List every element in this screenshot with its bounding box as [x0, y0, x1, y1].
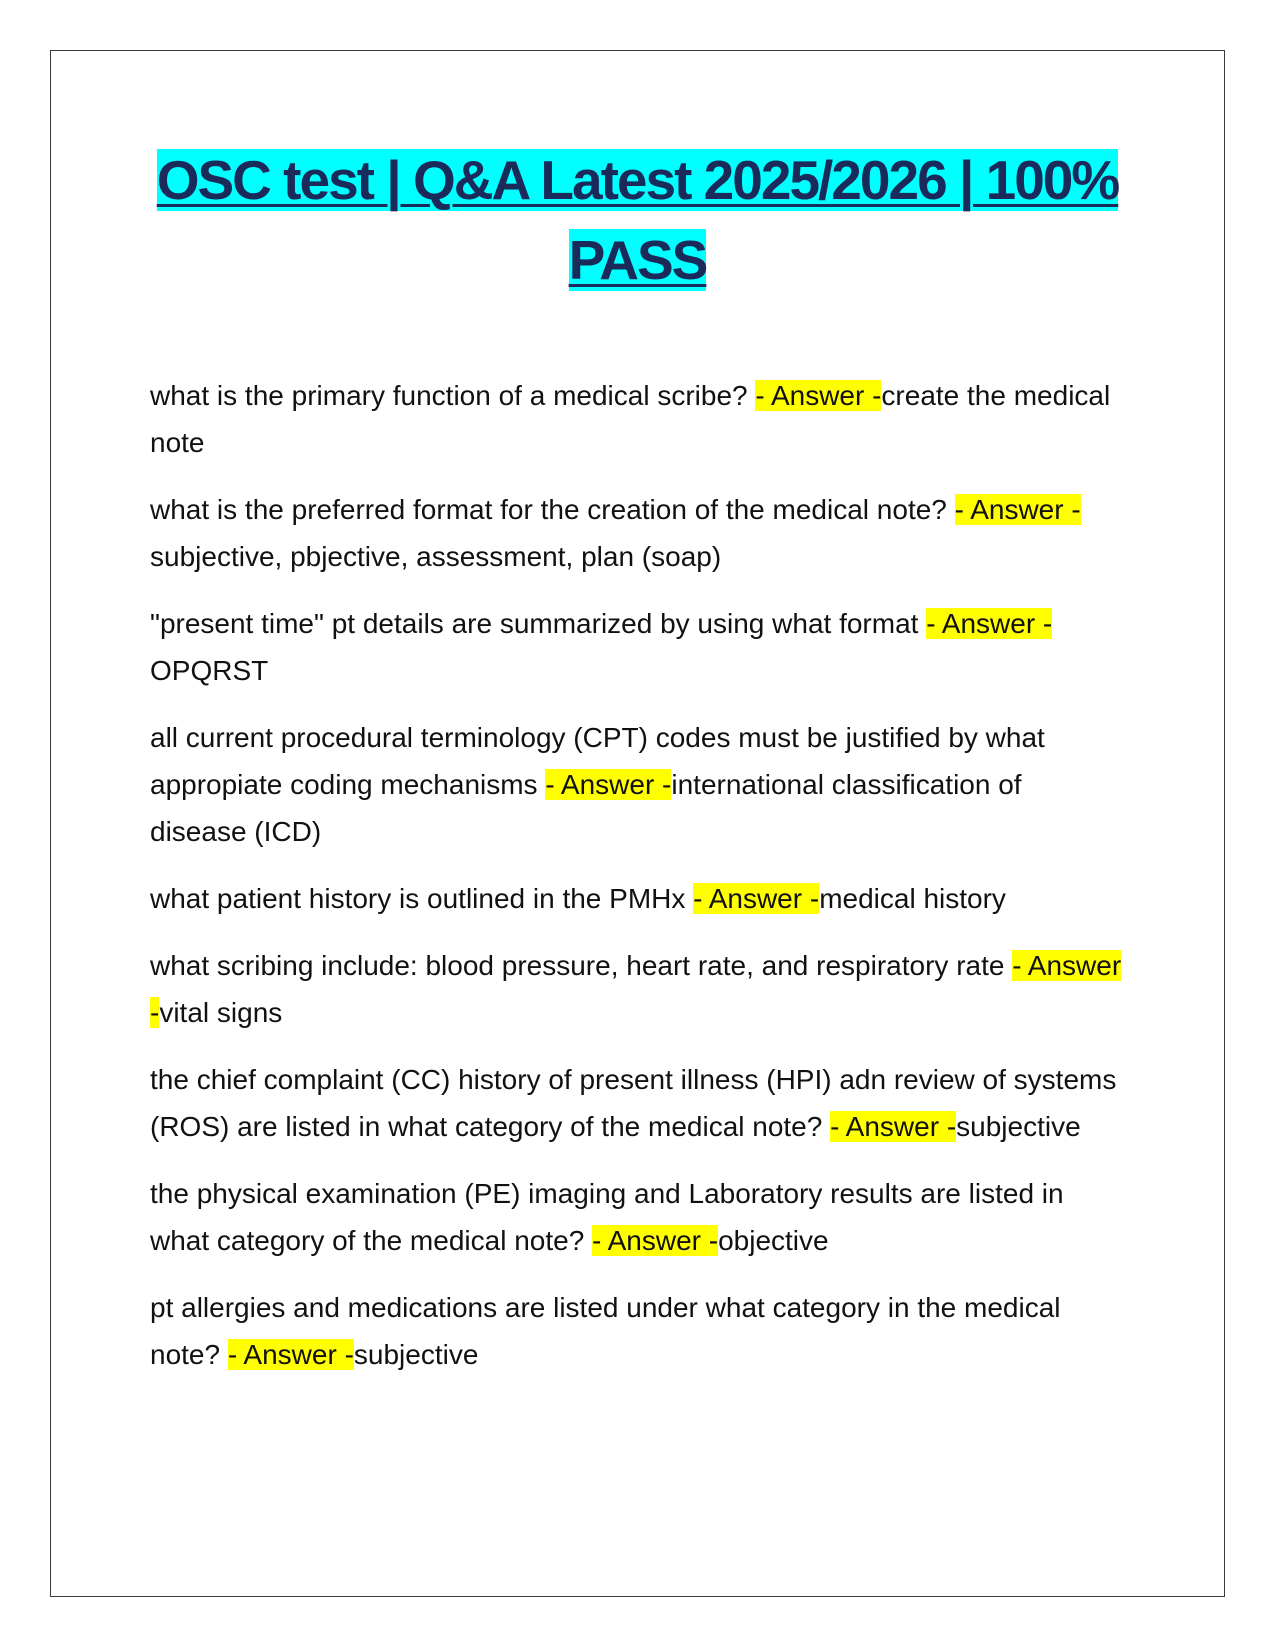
- answer-marker: - Answer -: [545, 769, 672, 800]
- answer-marker: - Answer -: [830, 1111, 957, 1142]
- answer-text: subjective, pbjective, assessment, plan (soap): [150, 541, 722, 572]
- qa-item: [150, 714, 1125, 855]
- question-text: what is the preferred format for the creation of the medical note?: [150, 494, 955, 525]
- answer-marker: - Answer -: [227, 1339, 354, 1370]
- answer-text: create the medical note: [150, 380, 1111, 458]
- answer-text: OPQRST: [150, 655, 269, 686]
- qa-item: [150, 372, 1125, 466]
- question-text: what is the primary function of a medical scribe?: [150, 380, 756, 411]
- question-text: all current procedural terminology (CPT) codes must be justified by what appropiate coding mechanisms: [150, 722, 1045, 800]
- question-text: what patient history is outlined in the PMHx: [150, 883, 694, 914]
- answer-text: subjective: [956, 1111, 1081, 1142]
- qa-item: [150, 875, 1125, 922]
- question-text: pt allergies and medications are listed under what category in the medical note?: [150, 1292, 1061, 1370]
- document-title: [150, 140, 1125, 300]
- question-text: the physical examination (PE) imaging and Laboratory results are listed in what category of the medical note?: [150, 1178, 1064, 1256]
- answer-text: international classification of disease (ICD): [150, 769, 1022, 847]
- answer-marker: - Answer -: [926, 608, 1053, 639]
- qa-item: [150, 1056, 1125, 1150]
- answer-marker: - Answer -: [592, 1225, 719, 1256]
- qa-item: [150, 600, 1125, 694]
- answer-marker: - Answer -: [755, 380, 882, 411]
- answer-text: subjective: [353, 1339, 479, 1370]
- question-text: what scribing include: blood pressure, heart rate, and respiratory rate: [150, 950, 1013, 981]
- answer-marker: - Answer -: [150, 950, 1122, 1028]
- qa-item: [150, 1284, 1125, 1378]
- qa-list: [150, 372, 1125, 1398]
- answer-marker: - Answer -: [954, 494, 1081, 525]
- answer-marker: - Answer -: [693, 883, 820, 914]
- answer-text: vital signs: [159, 997, 283, 1028]
- question-text: "present time" pt details are summarized by using what format: [150, 608, 927, 639]
- document-title-text: OSC test | Q&A Latest 2025/2026 | 100% PASS: [156, 149, 1119, 291]
- answer-text: medical history: [819, 883, 1006, 914]
- qa-item: [150, 942, 1125, 1036]
- answer-text: objective: [718, 1225, 829, 1256]
- question-text: the chief complaint (CC) history of present illness (HPI) adn review of systems (ROS) are listed in what category of the medical note?: [150, 1064, 1117, 1142]
- qa-item: [150, 486, 1125, 580]
- qa-item: [150, 1170, 1125, 1264]
